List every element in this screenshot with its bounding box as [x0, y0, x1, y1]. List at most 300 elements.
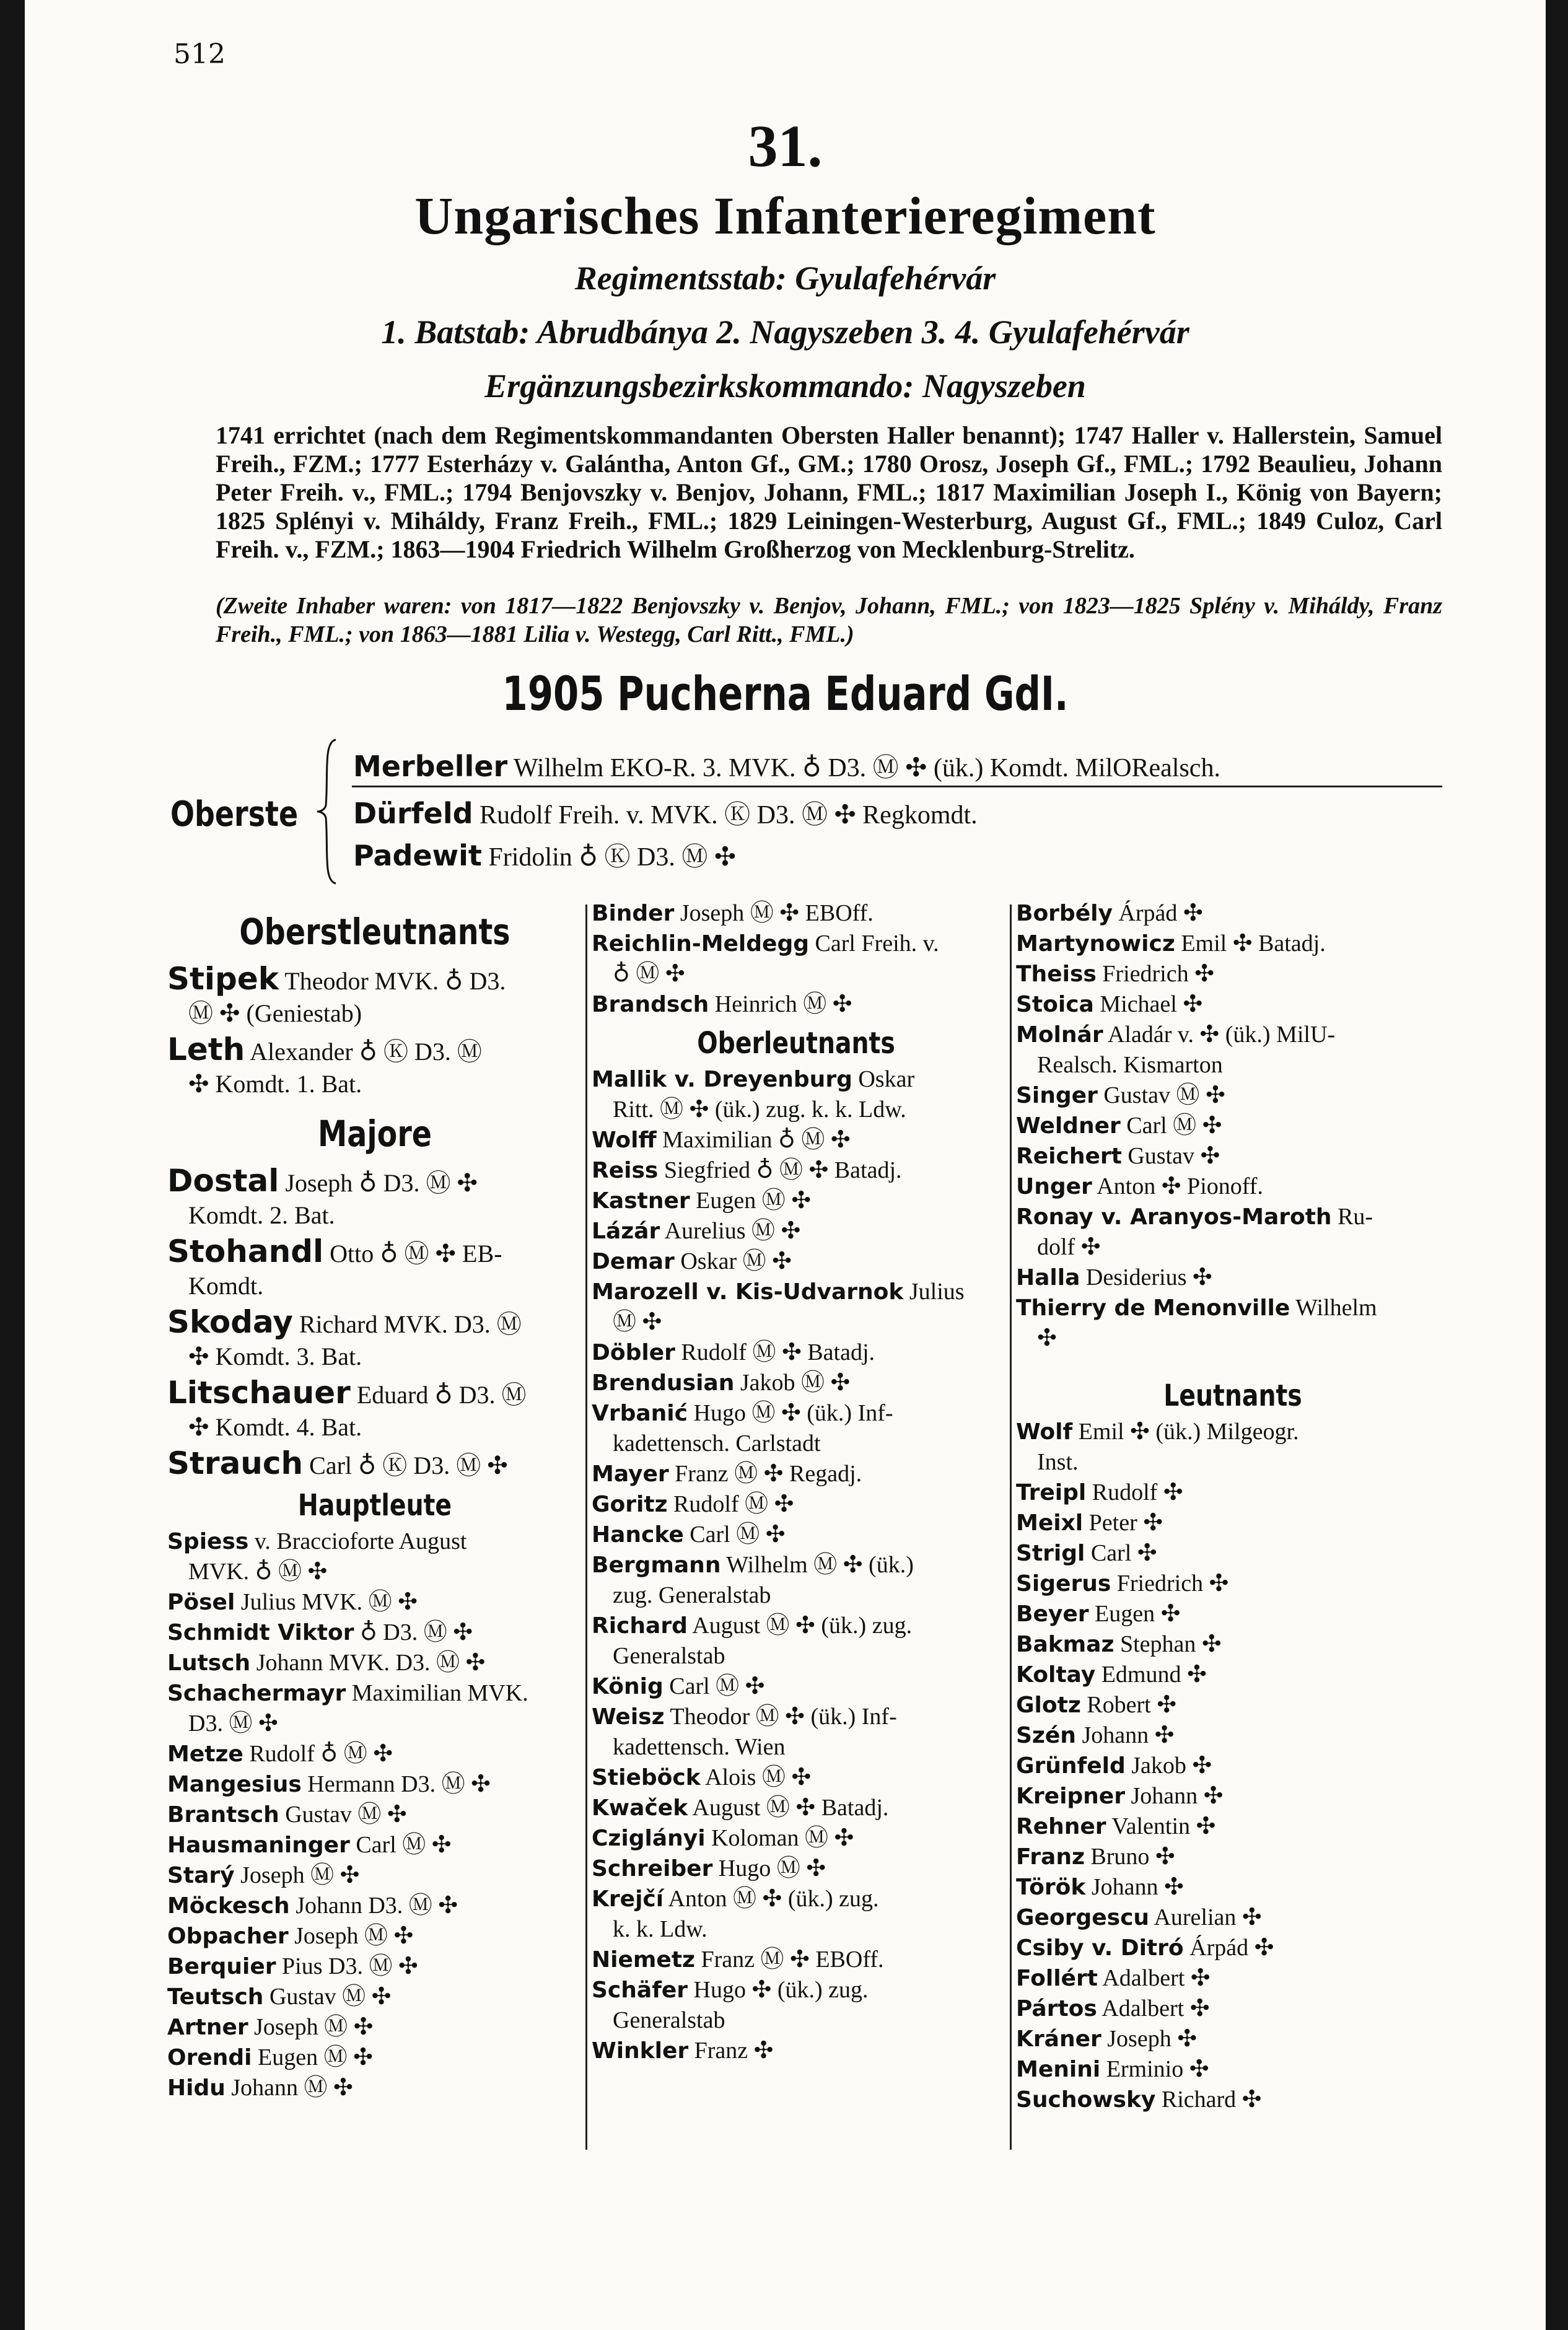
person-details: Richard MVK. D3. Ⓜ: [292, 1310, 522, 1338]
person-details: Jakob Ⓜ ✣: [734, 1370, 851, 1396]
regiment-commander: 1905 Pucherna Eduard GdI.: [502, 666, 1069, 721]
person-details: Anton ✣ Pionoff.: [1092, 1173, 1263, 1199]
list-item: [1016, 1660, 1450, 1690]
person-details: Wilhelm Ⓜ ✣ (ük.): [720, 1552, 914, 1578]
person-details: Eugen ✣: [1088, 1601, 1181, 1627]
person-details: Ru-: [1331, 1204, 1373, 1230]
list-item: [592, 1064, 1001, 1125]
person-details: v. Braccioforte August: [248, 1528, 467, 1554]
list-item: [1016, 1994, 1450, 2024]
person-surname: Strauch: [167, 1445, 304, 1481]
entry-continuation: ♁ Ⓜ ✣: [613, 961, 685, 987]
person-details: Adalbert ✣: [1097, 1995, 1210, 2021]
person-surname: Schachermayr: [167, 1681, 346, 1706]
person-details: Rudolf ♁ Ⓜ ✣: [243, 1741, 393, 1767]
person-details: Joseph Ⓜ ✣: [288, 1923, 414, 1949]
person-surname: Meixl: [1016, 1510, 1084, 1536]
person-details: Aurelius Ⓜ ✣: [660, 1218, 801, 1244]
person-surname: Litschauer: [167, 1375, 351, 1411]
list-item: [592, 1520, 1001, 1550]
list-item: [1016, 1781, 1450, 1811]
list-item: [167, 1982, 582, 2012]
person-surname: Krejčí: [592, 1886, 664, 1912]
person-details: Joseph ♁ D3. Ⓜ ✣: [279, 1169, 478, 1197]
person-surname: Theiss: [1016, 961, 1097, 987]
section-heading-oberstleutnants: Oberstleutnants: [239, 911, 510, 953]
entry-continuation: k. k. Ldw.: [613, 1916, 707, 1942]
person-details: Erminio ✣: [1100, 2056, 1209, 2082]
column-divider: [1010, 904, 1012, 2150]
list-item: [592, 1671, 1001, 1702]
list-item: [167, 1447, 582, 1482]
list-item: [592, 989, 1001, 1020]
person-details: Carl ✣: [1085, 1540, 1157, 1566]
person-surname: Grünfeld: [1016, 1753, 1126, 1779]
person-surname: Hidu: [167, 2075, 226, 2101]
person-details: Árpád ✣: [1183, 1935, 1274, 1961]
person-surname: Szén: [1016, 1723, 1076, 1748]
list-item: [592, 1550, 1001, 1611]
person-details: Johann D3. Ⓜ ✣: [289, 1893, 458, 1919]
person-surname: Pösel: [167, 1590, 235, 1615]
list-item: [592, 2036, 1001, 2066]
list-item: [167, 1951, 582, 1982]
person-details: Koloman Ⓜ ✣: [705, 1825, 854, 1851]
list-item: [592, 1945, 1001, 1975]
section-heading-oberleutnants: Oberleutnants: [697, 1026, 895, 1061]
person-surname: Stieböck: [592, 1765, 701, 1790]
person-details: August Ⓜ ✣ (ük.) zug.: [687, 1613, 913, 1639]
list-item: [592, 1823, 1001, 1854]
person-surname: Kreipner: [1016, 1784, 1125, 1809]
person-surname: Schmidt Viktor: [167, 1620, 354, 1645]
person-details: Bruno ✣: [1084, 1844, 1175, 1870]
person-details: Carl Ⓜ ✣: [349, 1832, 452, 1858]
list-item: [592, 929, 1001, 989]
person-details: Joseph Ⓜ ✣: [248, 2014, 374, 2040]
divider: [352, 786, 1442, 787]
person-surname: Kwaček: [592, 1795, 688, 1821]
entry-continuation: Ⓜ ✣ (Geniestab): [188, 999, 362, 1027]
person-surname: Leth: [167, 1031, 245, 1067]
oberste-label: Oberste: [170, 794, 299, 834]
person-surname: Kastner: [592, 1188, 690, 1214]
person-details: Carl Freih. v.: [809, 931, 939, 957]
person-details: Carl Ⓜ ✣: [663, 1673, 765, 1699]
list-item: [1016, 2054, 1450, 2085]
page-title: Ungarisches Infanterieregiment: [414, 186, 1156, 245]
list-item: [1016, 1720, 1450, 1751]
entry-continuation: kadettensch. Carlstadt: [613, 1430, 821, 1456]
entry-continuation: D3. Ⓜ ✣: [188, 1710, 278, 1737]
person-surname: Suchowsky: [1016, 2087, 1156, 2113]
person-details: Johann ✣: [1124, 1783, 1224, 1809]
list-item: [1016, 1141, 1450, 1172]
person-details: Oskar Ⓜ ✣: [674, 1248, 792, 1274]
person-details: Valentin ✣: [1106, 1813, 1216, 1839]
list-item: [1016, 1569, 1450, 1599]
list-item: [167, 1618, 582, 1648]
person-surname: Beyer: [1016, 1601, 1089, 1627]
list-item: [592, 1763, 1001, 1793]
entry-continuation: ✣: [1037, 1325, 1057, 1351]
regiment-number: 31.: [748, 113, 823, 179]
person-details: Rudolf Ⓜ ✣: [667, 1491, 794, 1517]
person-surname: Döbler: [592, 1340, 675, 1365]
list-item: [167, 1678, 582, 1739]
column-divider: [585, 904, 587, 2150]
person-surname: Brandsch: [592, 992, 709, 1017]
person-surname: Borbély: [1016, 901, 1113, 926]
entry-continuation: Generalstab: [613, 1643, 725, 1669]
list-item: [167, 963, 582, 1030]
person-surname: Mangesius: [167, 1772, 302, 1797]
person-details: Richard ✣: [1155, 2087, 1262, 2113]
person-surname: Glotz: [1016, 1693, 1081, 1718]
person-surname: Stipek: [167, 961, 279, 997]
list-item: [1016, 1690, 1450, 1720]
list-item: [167, 1235, 582, 1302]
entry-continuation: Generalstab: [613, 2007, 725, 2033]
brace-icon: [315, 737, 339, 886]
list-item: [1016, 1811, 1450, 1842]
list-item: [167, 1587, 582, 1618]
person-surname: Wolf: [1016, 1419, 1073, 1445]
person-details: Jakob ✣: [1125, 1753, 1212, 1779]
column-3: [1016, 898, 1450, 2115]
person-details: Anton Ⓜ ✣ (ük.) zug.: [664, 1886, 879, 1912]
list-item: [1016, 1080, 1450, 1111]
person-details: Peter ✣: [1083, 1510, 1163, 1536]
person-surname: Artner: [167, 2015, 248, 2040]
list-item: [167, 1739, 582, 1769]
person-details: Maximilian ♁ Ⓜ ✣: [656, 1127, 851, 1153]
list-item: [167, 1165, 582, 1232]
person-surname: Sigerus: [1016, 1571, 1111, 1596]
person-surname: Cziglányi: [592, 1826, 706, 1851]
entry-continuation: zug. Generalstab: [613, 1582, 771, 1608]
oberst-entry: Merbeller Wilhelm EKO-R. 3. MVK. ♁ D3. Ⓜ ✣ (ük.) Komdt. MilORealsch.: [353, 750, 1220, 783]
person-surname: Möckesch: [167, 1893, 290, 1919]
person-surname: Pártos: [1016, 1996, 1097, 2021]
person-details: Theodor Ⓜ ✣ (ük.) Inf-: [664, 1704, 897, 1730]
regimentsstab: Regimentsstab: Gyulafehérvár: [574, 260, 996, 297]
list-item: [1016, 1872, 1450, 1903]
person-details: Johann ✣: [1085, 1874, 1184, 1900]
person-surname: Orendi: [167, 2045, 252, 2070]
person-surname: Schäfer: [592, 1977, 688, 2003]
person-surname: Koltay: [1016, 1662, 1096, 1688]
list-item: [167, 1377, 582, 1443]
person-surname: König: [592, 1674, 664, 1699]
person-surname: Lutsch: [167, 1650, 251, 1676]
entry-continuation: Komdt.: [188, 1272, 264, 1300]
list-item: [167, 2073, 582, 2103]
person-details: Eugen Ⓜ ✣: [252, 2044, 373, 2070]
person-details: Hugo ✣ (ük.) zug.: [688, 1977, 869, 2003]
entry-continuation: ✣ Komdt. 3. Bat.: [188, 1342, 362, 1370]
entry-continuation: Ritt. Ⓜ ✣ (ük.) zug. k. k. Ldw.: [613, 1097, 906, 1123]
list-item: [167, 1526, 582, 1587]
person-details: Adalbert ✣: [1097, 1965, 1211, 1991]
person-details: Michael ✣: [1093, 991, 1203, 1017]
list-item: [167, 1033, 582, 1100]
person-details: Wilhelm: [1290, 1295, 1377, 1321]
person-surname: Hancke: [592, 1522, 684, 1548]
list-item: [1016, 1293, 1450, 1354]
oberst-entry: Dürfeld Rudolf Freih. v. MVK. Ⓚ D3. Ⓜ ✣ Regkomdt.: [353, 797, 978, 830]
list-item: [592, 1611, 1001, 1671]
person-details: Johann ✣: [1075, 1722, 1175, 1748]
person-surname: Bergmann: [592, 1553, 721, 1578]
person-surname: Thierry de Menonville: [1016, 1295, 1290, 1321]
person-surname: Metze: [167, 1741, 243, 1767]
person-details: Rudolf ✣: [1086, 1479, 1183, 1505]
person-details: Oskar: [852, 1066, 915, 1092]
person-surname: Skoday: [167, 1304, 293, 1340]
list-item: [167, 1306, 582, 1373]
entry-continuation: Inst.: [1037, 1449, 1079, 1475]
list-item: [592, 1884, 1001, 1945]
person-surname: Weisz: [592, 1704, 665, 1730]
person-details: ♁ D3. Ⓜ ✣: [354, 1619, 473, 1645]
person-details: Rudolf Ⓜ ✣ Batadj.: [675, 1339, 875, 1365]
list-item: [592, 1793, 1001, 1823]
person-details: Eduard ♁ D3. Ⓜ: [350, 1381, 527, 1409]
person-surname: Menini: [1016, 2057, 1101, 2082]
list-item: [1016, 1263, 1450, 1293]
entry-continuation: kadettensch. Wien: [613, 1734, 786, 1760]
list-item: [592, 1186, 1001, 1216]
person-details: Joseph Ⓜ ✣ EBOff.: [674, 900, 874, 926]
person-surname: Binder: [592, 901, 675, 926]
person-surname: Martynowicz: [1016, 931, 1175, 957]
ergaenzungsbezirk: Ergänzungsbezirkskommando: Nagyszeben: [484, 367, 1086, 405]
person-surname: Demar: [592, 1249, 675, 1274]
person-surname: Schreiber: [592, 1856, 713, 1881]
person-details: Aladár v. ✣ (ük.) MilU-: [1103, 1022, 1336, 1048]
person-details: Heinrich Ⓜ ✣: [709, 991, 852, 1017]
person-surname: Weldner: [1016, 1113, 1121, 1139]
person-surname: Unger: [1016, 1174, 1092, 1199]
person-surname: Reichlin-Meldegg: [592, 931, 809, 957]
person-surname: Starý: [167, 1863, 235, 1888]
person-surname: Reichert: [1016, 1144, 1122, 1169]
person-surname: Molnár: [1016, 1022, 1103, 1048]
person-details: Emil ✣ Batadj.: [1175, 931, 1326, 957]
column-1: [167, 898, 582, 2103]
list-item: [1016, 1020, 1450, 1080]
person-surname: Follért: [1016, 1966, 1098, 1991]
list-item: [1016, 1111, 1450, 1141]
second-owners-paragraph: (Zweite Inhaber waren: von 1817—1822 Benjovszky v. Benjov, Johann, FML.; von 1823—1825 Splény v. Miháldy, Franz Freih., FML.; von 1863—1881 Lilia v. Westegg, Carl Ritt., FML.): [216, 593, 1442, 647]
person-surname: Teutsch: [167, 1984, 264, 2010]
section-heading-hauptleute: Hauptleute: [297, 1488, 452, 1523]
person-details: Hermann D3. Ⓜ ✣: [301, 1771, 491, 1797]
person-details: Desiderius ✣: [1080, 1264, 1212, 1290]
list-item: [167, 1800, 582, 1830]
person-details: Hugo Ⓜ ✣: [712, 1855, 826, 1881]
entry-continuation: MVK. ♁ Ⓜ ✣: [188, 1559, 328, 1585]
list-item: [1016, 1629, 1450, 1660]
person-details: Hugo Ⓜ ✣ (ük.) Inf-: [688, 1400, 893, 1426]
document-page: [25, 0, 1546, 2330]
list-item: [167, 2012, 582, 2043]
person-surname: Mayer: [592, 1461, 669, 1487]
list-item: [1016, 929, 1450, 959]
person-details: Friedrich ✣: [1111, 1570, 1229, 1596]
list-item: [1016, 1478, 1450, 1508]
person-surname: Spiess: [167, 1529, 249, 1554]
list-item: [1016, 1172, 1450, 1202]
entry-continuation: Komdt. 2. Bat.: [188, 1201, 335, 1229]
list-item: [1016, 1599, 1450, 1629]
person-details: Árpád ✣: [1112, 900, 1203, 926]
entry-continuation: dolf ✣: [1037, 1234, 1101, 1260]
person-surname: Ronay v. Aranyos-Maroth: [1016, 1204, 1332, 1230]
list-item: [592, 1246, 1001, 1277]
list-item: [592, 1125, 1001, 1155]
list-item: [167, 1860, 582, 1891]
list-item: [1016, 989, 1450, 1020]
list-item: [1016, 1903, 1450, 1933]
person-details: August Ⓜ ✣ Batadj.: [688, 1795, 889, 1821]
section-heading-leutnants: Leutnants: [1163, 1378, 1302, 1413]
list-item: [167, 2043, 582, 2073]
person-surname: Lázár: [592, 1219, 660, 1244]
list-item: [1016, 1933, 1450, 1963]
person-details: Maximilian MVK.: [346, 1680, 528, 1706]
person-details: Carl Ⓜ ✣: [683, 1522, 786, 1548]
person-details: Alois Ⓜ ✣: [700, 1764, 812, 1790]
oberst-entry: Padewit Fridolin ♁ Ⓚ D3. Ⓜ ✣: [353, 839, 737, 872]
person-surname: Csiby v. Ditró: [1016, 1935, 1184, 1961]
person-surname: Franz: [1016, 1844, 1085, 1870]
person-surname: Rehner: [1016, 1814, 1106, 1839]
list-item: [592, 1854, 1001, 1884]
list-item: [592, 1155, 1001, 1186]
person-surname: Mallik v. Dreyenburg: [592, 1067, 852, 1092]
person-surname: Török: [1016, 1875, 1086, 1900]
person-surname: Stohandl: [167, 1233, 324, 1269]
person-surname: Dostal: [167, 1163, 279, 1199]
list-item: [1016, 1538, 1450, 1569]
list-item: [1016, 1963, 1450, 1994]
person-surname: Singer: [1016, 1083, 1098, 1108]
list-item: [592, 1216, 1001, 1246]
list-item: [1016, 1842, 1450, 1872]
person-surname: Georgescu: [1016, 1905, 1150, 1930]
batstab: 1. Batstab: Abrudbánya 2. Nagyszeben 3. 4. Gyulafehérvár: [381, 313, 1189, 351]
entry-continuation: Ⓜ ✣: [613, 1309, 662, 1335]
person-surname: Brendusian: [592, 1370, 735, 1396]
person-details: Friedrich ✣: [1096, 961, 1214, 987]
list-item: [1016, 1417, 1450, 1478]
entry-continuation: ✣ Komdt. 4. Bat.: [188, 1413, 362, 1441]
page-number: 512: [173, 38, 226, 70]
list-item: [1016, 959, 1450, 989]
person-surname: Niemetz: [592, 1947, 695, 1973]
person-surname: Marozell v. Kis-Udvarnok: [592, 1279, 904, 1305]
column-2: [592, 898, 1001, 2066]
person-details: Aurelian ✣: [1149, 1904, 1262, 1930]
person-details: Johann MVK. D3. Ⓜ ✣: [250, 1650, 486, 1676]
list-item: [592, 1398, 1001, 1459]
list-item: [592, 1277, 1001, 1338]
list-item: [167, 1891, 582, 1921]
person-details: Gustav Ⓜ ✣: [279, 1802, 407, 1828]
history-paragraph: 1741 errichtet (nach dem Regimentskommandanten Obersten Haller benannt); 1747 Haller v. Hallerstein, Samuel Freih., FZM.; 1777 Esterházy v. Galántha, Anton Gf., GM.; 1780 Orosz, Joseph Gf., FML.; 1792 Beaulieu, Johann Peter Freih. v., FML.; 1794 Benjovszky v. Benjov, Johann, FML.; 1817 Maximilian Joseph I., König von Bayern; 1825 Splényi v. Miháldy, Franz Freih., FML.; 1829 Leiningen-Westerburg, August Gf., FML.; 1849 Culoz, Carl Freih. v., FZM.; 1863—1904 Friedrich Wilhelm Großherzog von Mecklenburg-Strelitz.: [216, 421, 1442, 563]
person-details: Robert ✣: [1080, 1692, 1177, 1718]
person-details: Eugen Ⓜ ✣: [690, 1188, 812, 1214]
list-item: [167, 1648, 582, 1678]
list-item: [167, 1921, 582, 1951]
entry-continuation: Realsch. Kismarton: [1037, 1052, 1223, 1078]
list-item: [1016, 2085, 1450, 2115]
person-details: Julius MVK. Ⓜ ✣: [235, 1589, 418, 1615]
person-details: Gustav Ⓜ ✣: [1097, 1082, 1225, 1108]
person-details: Johann Ⓜ ✣: [225, 2075, 353, 2101]
person-surname: Stoica: [1016, 992, 1094, 1017]
person-details: Gustav ✣: [1121, 1143, 1220, 1169]
list-item: [592, 1489, 1001, 1520]
person-details: Carl Ⓜ ✣: [1120, 1113, 1222, 1139]
person-details: Franz Ⓜ ✣ EBOff.: [694, 1947, 884, 1973]
person-surname: Berquier: [167, 1954, 276, 1979]
person-surname: Vrbanić: [592, 1401, 688, 1426]
person-details: Franz Ⓜ ✣ Regadj.: [668, 1461, 862, 1487]
list-item: [592, 1459, 1001, 1489]
person-surname: Reiss: [592, 1158, 659, 1183]
list-item: [1016, 1508, 1450, 1538]
list-item: [167, 1830, 582, 1860]
person-details: Franz ✣: [688, 2038, 774, 2064]
person-details: Theodor MVK. ♁ D3.: [279, 967, 506, 995]
list-item: [592, 1368, 1001, 1398]
person-details: Joseph ✣: [1101, 2026, 1198, 2052]
entry-continuation: ✣ Komdt. 1. Bat.: [188, 1070, 362, 1098]
person-details: Carl ♁ Ⓚ D3. Ⓜ ✣: [303, 1452, 508, 1479]
person-surname: Richard: [592, 1613, 688, 1639]
person-surname: Wolff: [592, 1128, 657, 1153]
person-details: Otto ♁ Ⓜ ✣ EB-: [323, 1240, 502, 1268]
person-surname: Treipl: [1016, 1480, 1087, 1505]
person-surname: Halla: [1016, 1265, 1080, 1290]
person-surname: Bakmaz: [1016, 1632, 1115, 1657]
list-item: [1016, 898, 1450, 929]
list-item: [1016, 1751, 1450, 1781]
list-item: [1016, 1202, 1450, 1263]
person-details: Siegfried ♁ Ⓜ ✣ Batadj.: [658, 1157, 902, 1183]
person-surname: Goritz: [592, 1492, 668, 1517]
list-item: [1016, 2024, 1450, 2054]
list-item: [592, 1702, 1001, 1763]
person-details: Edmund ✣: [1095, 1662, 1207, 1688]
person-details: Emil ✣ (ük.) Milgeogr.: [1072, 1419, 1299, 1445]
list-item: [592, 1975, 1001, 2036]
person-details: Gustav Ⓜ ✣: [263, 1984, 392, 2010]
person-details: Alexander ♁ Ⓚ D3. Ⓜ: [245, 1038, 482, 1066]
list-item: [592, 1338, 1001, 1368]
person-details: Joseph Ⓜ ✣: [234, 1862, 360, 1888]
person-details: Julius: [903, 1279, 965, 1305]
person-details: Pius D3. Ⓜ ✣: [276, 1953, 418, 1979]
person-surname: Winkler: [592, 2038, 689, 2064]
person-details: Stephan ✣: [1114, 1631, 1222, 1657]
person-surname: Kráner: [1016, 2026, 1102, 2052]
person-surname: Hausmaninger: [167, 1833, 350, 1858]
person-surname: Obpacher: [167, 1924, 289, 1949]
